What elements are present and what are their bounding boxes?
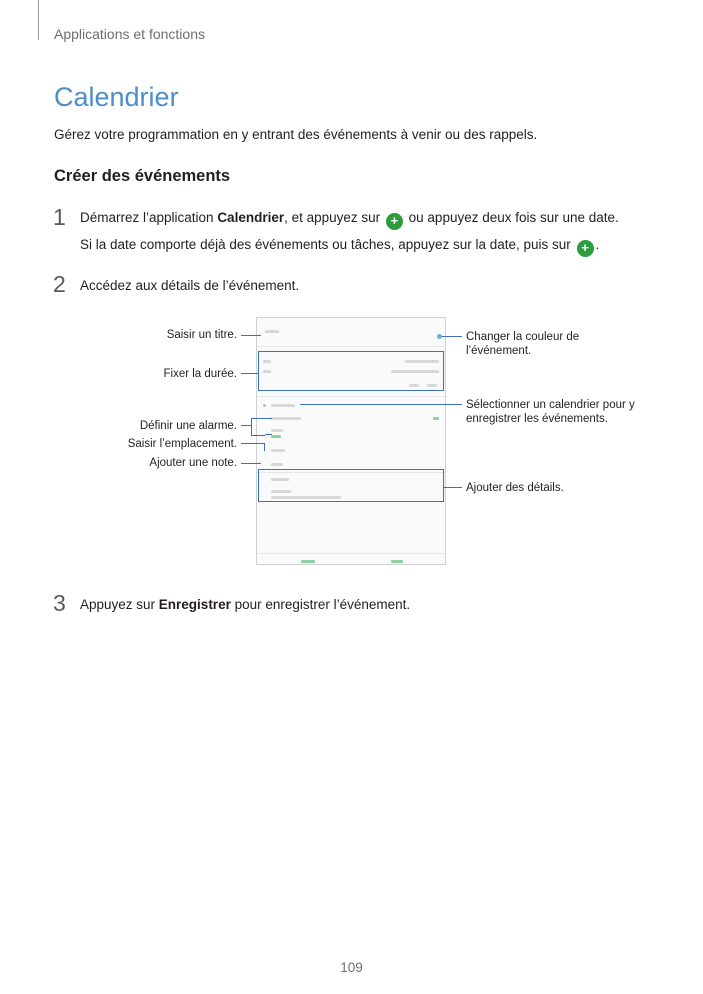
callout-calendar <box>466 398 635 426</box>
callout-location: Saisir l’emplacement. <box>127 438 237 450</box>
callout-title: Saisir un titre. <box>166 329 237 341</box>
add-icon: + <box>577 240 594 257</box>
step-1-text-a: Démarrez l’application <box>80 210 218 225</box>
leader-line <box>241 425 251 426</box>
step-1-text-b: , et appuyez sur <box>284 210 384 225</box>
step-2-number: 2 <box>53 271 66 297</box>
repeat-row <box>271 429 283 432</box>
location-row <box>271 449 285 452</box>
leader-line <box>444 487 462 488</box>
step-2-text: Accédez aux détails de l’événement. <box>80 278 300 293</box>
step-1-text-d: Si la date comporte déjà des événements ou tâches, appuyez sur la date, puis sur <box>80 237 575 252</box>
section-subtitle: Créer des événements <box>54 167 231 185</box>
step-1-text-e: . <box>595 237 600 252</box>
callout-calendar-line-2: enregistrer les événements. <box>466 413 608 425</box>
details-box <box>258 469 444 502</box>
callout-duration: Fixer la durée. <box>163 368 237 380</box>
calendar-row <box>271 404 295 407</box>
separator <box>257 346 445 347</box>
leader-line <box>241 373 258 374</box>
step-1-line-1 <box>80 210 619 230</box>
cancel-button <box>301 560 315 563</box>
page-title: Calendrier <box>54 82 179 112</box>
calendar-bullet <box>263 404 266 407</box>
save-button <box>391 560 403 563</box>
step-1-line-2 <box>80 237 599 257</box>
callout-color-line-2: l’événement. <box>466 345 532 357</box>
page-number: 109 <box>340 960 363 975</box>
step-3-save-label: Enregistrer <box>158 597 231 612</box>
step-3-text-b: pour enregistrer l’événement. <box>230 597 411 612</box>
duration-box <box>258 351 444 391</box>
leader-line <box>251 435 265 436</box>
alarm-toggle <box>433 417 439 420</box>
title-placeholder <box>265 330 279 333</box>
callout-color-line-1: Changer la couleur de <box>466 331 580 343</box>
step-1-text-c: ou appuyez deux fois sur une date. <box>404 210 619 225</box>
leader-line <box>251 418 252 435</box>
leader-line <box>442 336 462 337</box>
callout-note: Ajouter une note. <box>149 457 237 469</box>
alarm-marker <box>265 418 272 435</box>
leader-line <box>241 463 261 464</box>
step-3-text-a: Appuyez sur <box>80 597 159 612</box>
callout-calendar-line-1: Sélectionner un calendrier pour y <box>466 399 635 411</box>
callout-details: Ajouter des détails. <box>466 482 564 494</box>
step-3-number: 3 <box>53 590 66 616</box>
callout-alarm: Définir une alarme. <box>139 420 237 432</box>
intro-text: Gérez votre programmation en y entrant des événements à venir ou des rappels. <box>54 127 538 142</box>
repeat-value <box>271 435 281 438</box>
separator <box>257 396 445 397</box>
separator <box>257 553 445 554</box>
header-rule <box>38 0 39 40</box>
leader-line <box>300 404 462 405</box>
step-1-app-name: Calendrier <box>217 210 285 225</box>
leader-line <box>264 443 265 451</box>
alarm-row <box>271 417 301 420</box>
step-3-text <box>80 597 410 612</box>
leader-line <box>251 418 265 419</box>
callout-color <box>466 330 579 358</box>
section-header: Applications et fonctions <box>54 26 205 42</box>
leader-line <box>241 335 261 336</box>
note-row <box>271 463 283 466</box>
leader-line <box>241 443 264 444</box>
step-1-number: 1 <box>53 204 66 230</box>
add-icon: + <box>386 213 403 230</box>
